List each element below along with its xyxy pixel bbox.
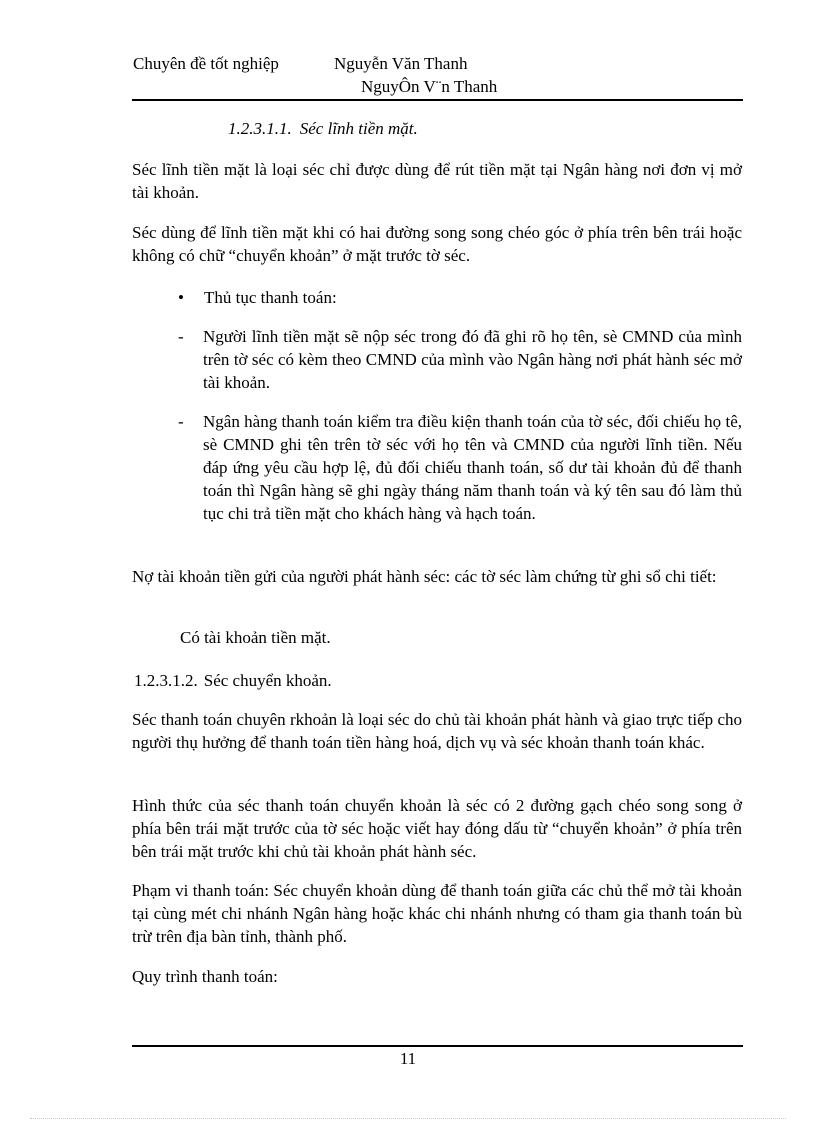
- credit-line: Có tài khoản tiền mặt.: [180, 628, 331, 647]
- paragraph: Séc thanh toán chuyên rkhoản là loại séc do chủ tài khoản phát hành và giao trực tiếp cho người thụ hưởng để thanh toán tiền hàng hoá, dịch vụ và séc khoản thanh toán khác.: [132, 710, 742, 752]
- section-heading-1: [228, 119, 418, 139]
- page-edge-divider: [30, 1118, 786, 1119]
- paragraph: Nợ tài khoản tiền gửi của người phát hành séc: các tờ séc làm chứng từ ghi sổ chi tiết:: [132, 567, 717, 586]
- paragraph: Séc lĩnh tiền mặt là loại séc chỉ được dùng để rút tiền mặt tại Ngân hàng nơi đơn vị mở tài khoản.: [132, 160, 742, 202]
- paragraph: Phạm vi thanh toán: Séc chuyển khoản dùng để thanh toán giữa các chủ thể mở tài khoản tại cùng mét chi nhánh Ngân hàng hoặc khác chi nhánh nhưng có tham gia thanh toán bù trừ trên địa bàn tỉnh, thành phố.: [132, 881, 742, 946]
- dash-icon: -: [178, 412, 184, 431]
- header-author-garbled: NguyÔn V¨n Thanh: [361, 77, 498, 96]
- section-title: Séc lĩnh tiền mặt.: [299, 119, 418, 138]
- dash-item-text: Ngân hàng thanh toán kiểm tra điều kiện thanh toán của tờ séc, đối chiếu họ tê, sè CMND ghi tên trên tờ séc với họ tên và CMND của người lĩnh tiền. Nếu đáp ứng yêu cầu hợp lệ, đủ đối chiếu thanh toán, số dư tài khoản đủ để thanh toán thì Ngân hàng sẽ ghi ngày tháng năm thanh toán và ký tên sau đó làm thủ tục chi trả tiền mặt cho khách hàng và hạch toán.: [203, 412, 742, 523]
- paragraph: Quy trình thanh toán:: [132, 967, 278, 986]
- header-rule: [132, 99, 743, 101]
- section-number: 1.2.3.1.1.: [228, 119, 292, 138]
- dash-icon: -: [178, 327, 184, 346]
- dash-list-item: [178, 410, 742, 525]
- section-number: 1.2.3.1.2.: [134, 671, 198, 690]
- dash-list-item: [178, 325, 742, 394]
- header-author: Nguyễn Văn Thanh: [334, 54, 468, 73]
- section-heading-2: [134, 671, 332, 691]
- page-number: 11: [399, 1049, 417, 1068]
- paragraph: Hình thức của séc thanh toán chuyển khoản là séc có 2 đường gạch chéo song song ở phía bên trái mặt trước của tờ séc hoặc viết hay đóng dấu từ “chuyển khoản” ở phía trên bên trái mặt trước khi chủ tài khoản phát hành séc.: [132, 796, 742, 861]
- bullet-icon: •: [178, 288, 184, 307]
- header-doc-type: Chuyên đề tốt nghiệp: [133, 54, 279, 73]
- section-title: Séc chuyển khoản.: [203, 671, 332, 690]
- paragraph: Séc dùng để lĩnh tiền mặt khi có hai đường song song chéo góc ở phía trên bên trái hoặc không có chữ “chuyển khoản” ở mặt trước tờ séc.: [132, 223, 742, 265]
- footer-rule: [132, 1045, 743, 1047]
- dash-item-text: Người lĩnh tiền mặt sẽ nộp séc trong đó đã ghi rõ họ tên, sè CMND của mình trên tờ séc có kèm theo CMND của mình vào Ngân hàng nơi phát hành séc mở tài khoản.: [203, 327, 742, 392]
- bullet-text: Thủ tục thanh toán:: [204, 288, 337, 307]
- bullet-item: [178, 288, 337, 308]
